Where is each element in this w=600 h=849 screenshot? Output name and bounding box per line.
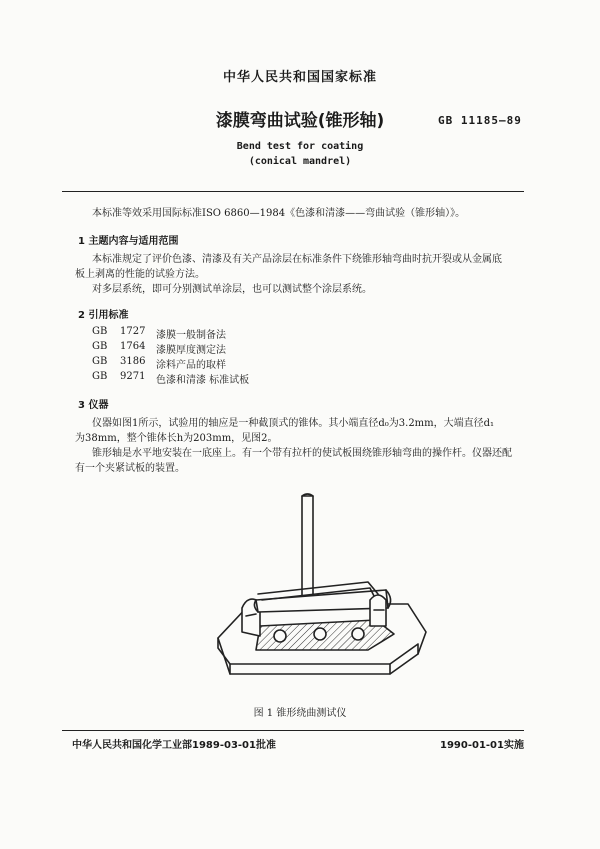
section-2-heading: 2 引用标准	[78, 310, 129, 321]
section-3-para-2-line-1: 锥形轴是水平地安装在一底座上。有一个带有拉杆的使试板围绕锥形轴弯曲的操作杆。仪器还配	[92, 448, 512, 459]
section-3-para-1-line-2: 为38mm，整个锥体长h为203mm，见图2。	[75, 433, 278, 444]
reference-prefix: GB	[92, 356, 108, 367]
section-3-para-1-line-1: 仪器如图1所示，试验用的轴应是一种截顶式的锥体。其小端直径d₀为3.2mm，大端直径d₁	[92, 418, 495, 429]
conical-mandrel-tester-figure	[190, 486, 440, 691]
reference-prefix: GB	[92, 341, 108, 352]
section-1-para-2: 对多层系统，即可分别测试单涂层，也可以测试整个涂层系统。	[92, 284, 372, 295]
reference-title: 色漆和清漆 标准试板	[156, 375, 250, 386]
reference-title: 涂料产品的取样	[156, 360, 226, 371]
national-standard-label: 中华人民共和国国家标准	[222, 70, 377, 85]
section-3-heading: 3 仪器	[78, 400, 109, 411]
reference-title: 漆膜一般制备法	[156, 330, 226, 341]
english-title-line1: Bend test for coating	[236, 141, 364, 152]
english-title-line2: (conical mandrel)	[248, 156, 352, 167]
effective-date: 1990-01-01实施	[440, 740, 524, 751]
reference-list	[92, 326, 392, 386]
reference-number: 9271	[120, 371, 146, 382]
reference-title: 漆膜厚度测定法	[156, 345, 226, 356]
reference-prefix: GB	[92, 371, 108, 382]
section-1-heading: 1 主题内容与适用范围	[78, 236, 179, 247]
approval-line: 中华人民共和国化学工业部1989-03-01批准	[72, 740, 276, 751]
section-1-para-1-line-1: 本标准规定了评价色漆、清漆及有关产品涂层在标准条件下绕锥形轴弯曲时抗开裂或从金属底	[92, 254, 502, 265]
intro-paragraph: 本标准等效采用国际标准ISO 6860—1984《色漆和清漆——弯曲试验（锥形轴）》。	[92, 208, 466, 219]
reference-number: 3186	[120, 356, 146, 367]
standard-code: GB 11185—89	[438, 114, 522, 127]
reference-number: 1727	[120, 326, 146, 337]
figure-caption: 图 1 锥形绕曲测试仪	[253, 708, 347, 719]
document-title: 漆膜弯曲试验(锥形轴)	[215, 111, 385, 131]
reference-number: 1764	[120, 341, 146, 352]
section-1-para-1-line-2: 板上剥离的性能的试验方法。	[75, 269, 205, 280]
footer-rule	[62, 730, 524, 731]
reference-prefix: GB	[92, 326, 108, 337]
section-3-para-2-line-2: 有一个夹紧试板的装置。	[75, 463, 185, 474]
header-rule	[62, 191, 524, 192]
